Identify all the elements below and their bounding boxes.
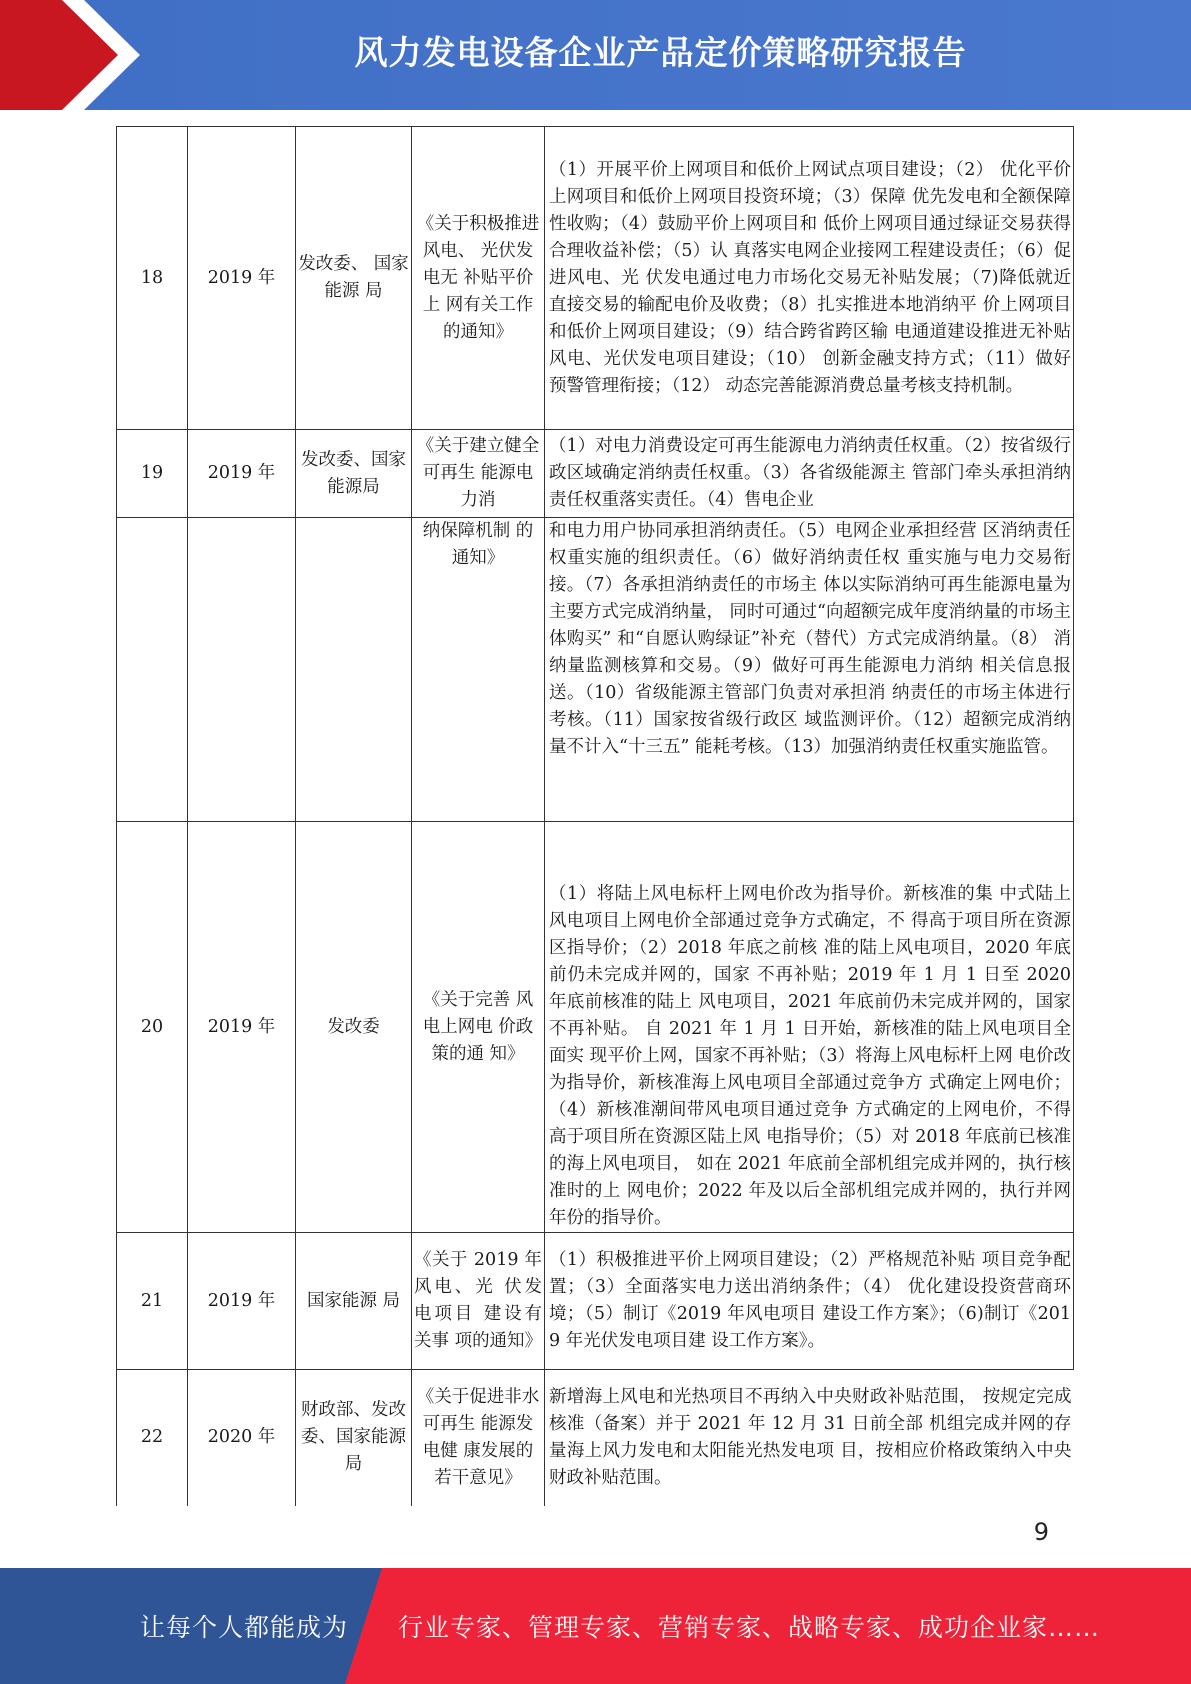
row-year: 2019 年 xyxy=(188,127,296,430)
row-content: （1）将陆上风电标杆上网电价改为指导价。新核准的集 中式陆上风电项目上网电价全部通过竞争方式确定，不 得高于项目所在资源区指导价；（2）2018 年底之前核 准的陆上风电项目，2020 年底前仍未完成并网的，国家 不再补贴；2019 年 1 月 1 日至 2020 年底前核准的陆上 风电项目，2021 年底前仍未完成并网的，国家不再补贴。 自 2021 年 1 月 1 日开始，新核准的陆上风电项目全面实 现平价上网，国家不再补贴；（3）将海上风电标杆上网 电价改为指导价，新核准海上风电项目全部通过竞争方 式确定上网电价；（4）新核准潮间带风电项目通过竞争 方式确定的上网电价，不得高于项目所在资源区陆上风 电指导价；（5）对 2018 年底前已核准的海上风电项目， 如在 2021 年底前全部机组完成并网的，执行核准时的上 网电价；2022 年及以后全部机组完成并网的，执行并网 年份的指导价。 xyxy=(545,822,1074,1233)
row-document: 《关于 2019 年风电、光 伏发电项目 建设有关事 项的通知》 xyxy=(412,1233,545,1370)
row-issuer: 发改委 xyxy=(296,822,412,1233)
row-content: 新增海上风电和光热项目不再纳入中央财政补贴范围， 按规定完成核准（备案）并于 2021 年 12 月 31 日前全部 机组完成并网的存量海上风力发电和太阳能光热发电项 目，按相应价格政策纳入中央财政补贴范围。 xyxy=(545,1370,1074,1506)
row-number: 19 xyxy=(117,430,188,518)
row-document: 《关于促进非水可再生 能源发电健 康发展的若干意见》 xyxy=(412,1370,545,1506)
table-row xyxy=(117,1370,1074,1506)
row-content: （1）对电力消费设定可再生能源电力消纳责任权重。（2）按省级行政区域确定消纳责任权重。（3）各省级能源主 管部门牵头承担消纳责任权重落实责任。（4）售电企业 xyxy=(545,430,1074,518)
row-document: 纳保障机制 的通知》 xyxy=(412,518,545,822)
table-row xyxy=(117,430,1074,518)
row-content: 和电力用户协同承担消纳责任。（5）电网企业承担经营 区消纳责任权重实施的组织责任。（6）做好消纳责任权 重实施与电力交易衔接。（7）各承担消纳责任的市场主 体以实际消纳可再生能源电量为主要方式完成消纳量， 同时可通过“向超额完成年度消纳量的市场主体购买” 和“自愿认购绿证”补充（替代）方式完成消纳量。（8） 消纳量监测核算和交易。（9）做好可再生能源电力消纳 相关信息报送。（10）省级能源主管部门负责对承担消 纳责任的市场主体进行考核。（11）国家按省级行政区 域监测评价。（12）超额完成消纳量不计入“十三五” 能耗考核。（13）加强消纳责任权重实施监管。 xyxy=(545,518,1074,822)
page-header xyxy=(0,0,1191,110)
row-document: 《关于积极推进风电、 光伏发电无 补贴平价上 网有关工作的通知》 xyxy=(412,127,545,430)
row-number: 18 xyxy=(117,127,188,430)
row-issuer: 发改委、 国家能源 局 xyxy=(296,127,412,430)
row-year: 2019 年 xyxy=(188,430,296,518)
row-year xyxy=(188,518,296,822)
table-row xyxy=(117,518,1074,822)
chevron-decoration-icon xyxy=(0,0,160,110)
footer-slogan-left: 让每个人都能成为 xyxy=(140,1613,349,1642)
row-issuer xyxy=(296,518,412,822)
row-number: 21 xyxy=(117,1233,188,1370)
row-document: 《关于完善 风电上网电 价政策的通 知》 xyxy=(412,822,545,1233)
table-row xyxy=(117,1233,1074,1370)
row-content: （1）积极推进平价上网项目建设；（2）严格规范补贴 项目竞争配置；（3）全面落实电力送出消纳条件；（4） 优化建设投资营商环境；（5）制订《2019 年风电项目 建设工作方案》；（6)制订《2019 年光伏发电项目建 设工作方案》。 xyxy=(545,1233,1074,1370)
row-number: 22 xyxy=(117,1370,188,1506)
row-issuer: 发改委、国家能源局 xyxy=(296,430,412,518)
row-year: 2019 年 xyxy=(188,822,296,1233)
page-number: 9 xyxy=(1033,1518,1049,1546)
row-year: 2020 年 xyxy=(188,1370,296,1506)
footer-slogan-right: 行业专家、管理专家、营销专家、战略专家、成功企业家…… xyxy=(398,1613,1101,1642)
policy-table xyxy=(116,126,1074,1506)
row-year: 2019 年 xyxy=(188,1233,296,1370)
row-issuer: 财政部、发改委、国家能源局 xyxy=(296,1370,412,1506)
row-issuer: 国家能源 局 xyxy=(296,1233,412,1370)
row-number xyxy=(117,518,188,822)
row-number: 20 xyxy=(117,822,188,1233)
policy-table-container xyxy=(116,126,1074,1506)
report-title: 风力发电设备企业产品定价策略研究报告 xyxy=(354,33,967,72)
page-footer xyxy=(0,1568,1191,1684)
row-content: （1）开展平价上网项目和低价上网试点项目建设；（2） 优化平价上网项目和低价上网项目投资环境；（3）保障 优先发电和全额保障性收购；（4）鼓励平价上网项目和 低价上网项目通过绿证交易获得合理收益补偿；（5）认 真落实电网企业接网工程建设责任；（6）促进风电、光 伏发电通过电力市场化交易无补贴发展；（7)降低就近 直接交易的输配电价及收费；（8）扎实推进本地消纳平 价上网项目和低价上网项目建设；（9）结合跨省跨区输 电通道建设推进无补贴风电、光伏发电项目建设；（10） 创新金融支持方式；（11）做好预警管理衔接；（12） 动态完善能源消费总量考核支持机制。 xyxy=(545,127,1074,430)
row-document: 《关于建立健全可再生 能源电力消 xyxy=(412,430,545,518)
table-row xyxy=(117,127,1074,430)
table-row xyxy=(117,822,1074,1233)
